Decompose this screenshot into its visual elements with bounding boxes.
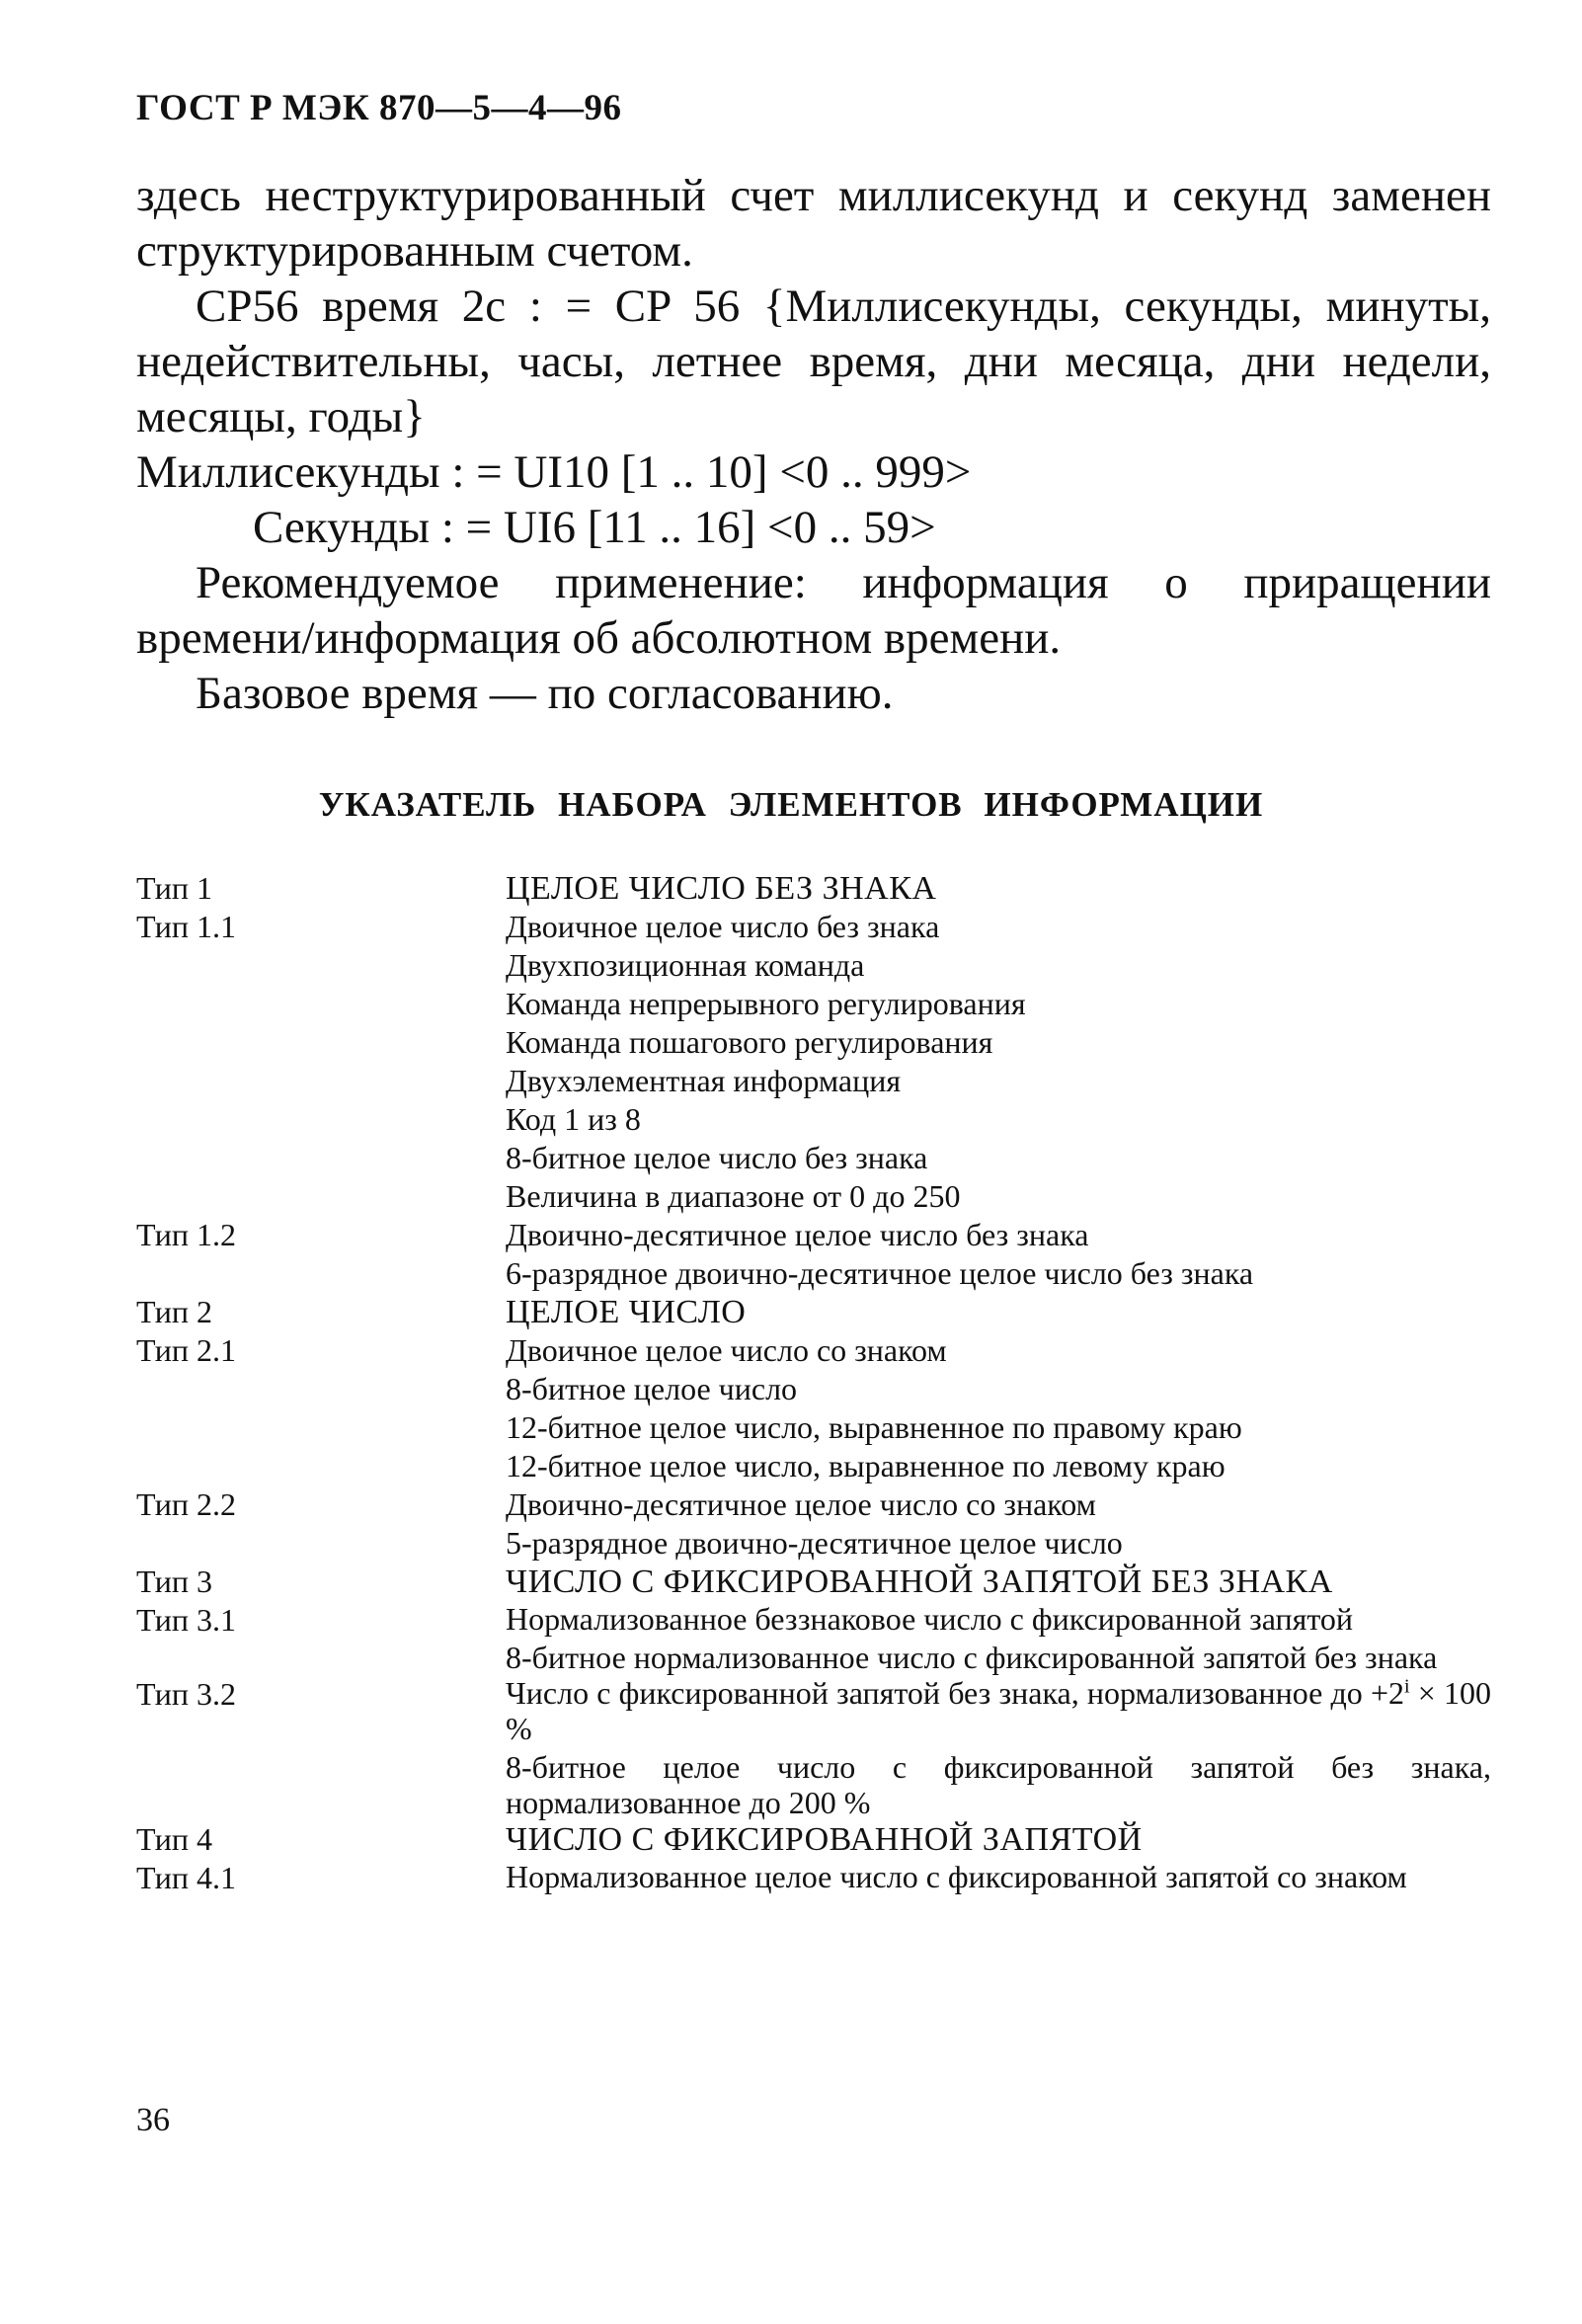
index-item: Нормализованное целое число с фиксированной запятой со знаком <box>506 1859 1407 1894</box>
index-item: 5-разрядное двоично-десятичное целое число <box>506 1525 1123 1561</box>
index-item: 8-битное целое число без знака <box>506 1140 928 1175</box>
index-item-with-exponent <box>506 1675 1491 1746</box>
type-label: Тип 4.1 <box>136 1860 236 1895</box>
type-label: Тип 2.2 <box>136 1486 236 1522</box>
type-label: Тип 3.2 <box>136 1676 236 1712</box>
index-item: 8-битное целое число с фиксированной запятой без знака, нормализованное до 200 % <box>506 1749 1491 1820</box>
index-row <box>136 1293 1491 1331</box>
index-row <box>136 869 1491 908</box>
index-row <box>136 908 1491 1216</box>
type-label: Тип 3.1 <box>136 1602 236 1638</box>
index-row <box>136 1859 1491 1897</box>
index-item: Двухпозиционная команда <box>506 947 865 983</box>
exponent: i <box>1404 1675 1410 1698</box>
type-label: Тип 2 <box>136 1294 212 1329</box>
index-item: Двухэлементная информация <box>506 1063 902 1098</box>
category-title: ЦЕЛОЕ ЧИСЛО БЕЗ ЗНАКА <box>506 870 937 907</box>
index-item: Двоично-десятичное целое число со знаком <box>506 1486 1096 1522</box>
index-item: Величина в диапазоне от 0 до 250 <box>506 1178 961 1214</box>
section-title: УКАЗАТЕЛЬ НАБОРА ЭЛЕМЕНТОВ ИНФОРМАЦИИ <box>318 785 1264 824</box>
index-item: Команда пошагового регулирования <box>506 1024 993 1060</box>
type-label: Тип 1.2 <box>136 1217 236 1252</box>
index-row <box>136 1601 1491 1675</box>
type-label: Тип 1.1 <box>136 909 236 944</box>
index-item: 12-битное целое число, выравненное по левому краю <box>506 1448 1226 1483</box>
index-row <box>136 1820 1491 1859</box>
category-title: ЧИСЛО С ФИКСИРОВАННОЙ ЗАПЯТОЙ <box>506 1821 1143 1858</box>
category-title: ЦЕЛОЕ ЧИСЛО <box>506 1294 747 1330</box>
type-label: Тип 3 <box>136 1563 212 1599</box>
index-item-text: Число с фиксированной запятой без знака, нормализованное до +2 <box>506 1675 1405 1711</box>
index-item: Двоично-десятичное целое число без знака <box>506 1217 1089 1252</box>
index-item: 6-разрядное двоично-десятичное целое число без знака <box>506 1255 1254 1291</box>
recommended-use: Рекомендуемое применение: информация о приращении времени/информация об абсолютном времени. <box>136 557 1491 664</box>
index-row <box>136 1563 1491 1601</box>
index-item: Двоичное целое число без знака <box>506 909 940 944</box>
type-label: Тип 4 <box>136 1821 212 1857</box>
seconds-definition: Секунды : = UI6 [11 .. 16] <0 .. 59> <box>253 502 936 553</box>
index-item: Нормализованное беззнаковое число с фиксированной запятой <box>506 1601 1354 1637</box>
index-row <box>136 1485 1491 1563</box>
index-row <box>136 1216 1491 1293</box>
index-item: Двоичное целое число со знаком <box>506 1332 947 1368</box>
intro-paragraph-1: здесь неструктурированный счет миллисекунд и секунд заменен структурированным счетом. <box>136 170 1491 277</box>
page-number: 36 <box>136 2102 170 2138</box>
exponent-suffix: × 100 % <box>506 1675 1492 1746</box>
base-time: Базовое время — по согласованию. <box>196 668 894 719</box>
index-item: Команда непрерывного регулирования <box>506 986 1026 1021</box>
type-label: Тип 2.1 <box>136 1332 236 1368</box>
type-label: Тип 1 <box>136 870 212 906</box>
index-item: 8-битное нормализованное число с фиксированной запятой без знака <box>506 1640 1438 1675</box>
intro-text <box>136 168 1491 721</box>
index-row <box>136 1331 1491 1485</box>
category-title: ЧИСЛО С ФИКСИРОВАННОЙ ЗАПЯТОЙ БЕЗ ЗНАКА <box>506 1563 1333 1600</box>
index-item: 8-битное целое число <box>506 1371 798 1406</box>
index-item: Код 1 из 8 <box>506 1101 641 1137</box>
milliseconds-definition: Миллисекунды : = UI10 [1 .. 10] <0 .. 999> <box>136 446 972 498</box>
information-element-index <box>136 869 1491 1897</box>
running-header: ГОСТ Р МЭК 870—5—4—96 <box>136 88 622 128</box>
format-definition: CP56 время 2c : = CP 56 {Миллисекунды, секунды, минуты, недействительны, часы, летнее время, дни месяца, дни недели, месяцы, годы} <box>136 280 1491 442</box>
index-row <box>136 1675 1491 1820</box>
index-item: 12-битное целое число, выравненное по правому краю <box>506 1409 1242 1445</box>
